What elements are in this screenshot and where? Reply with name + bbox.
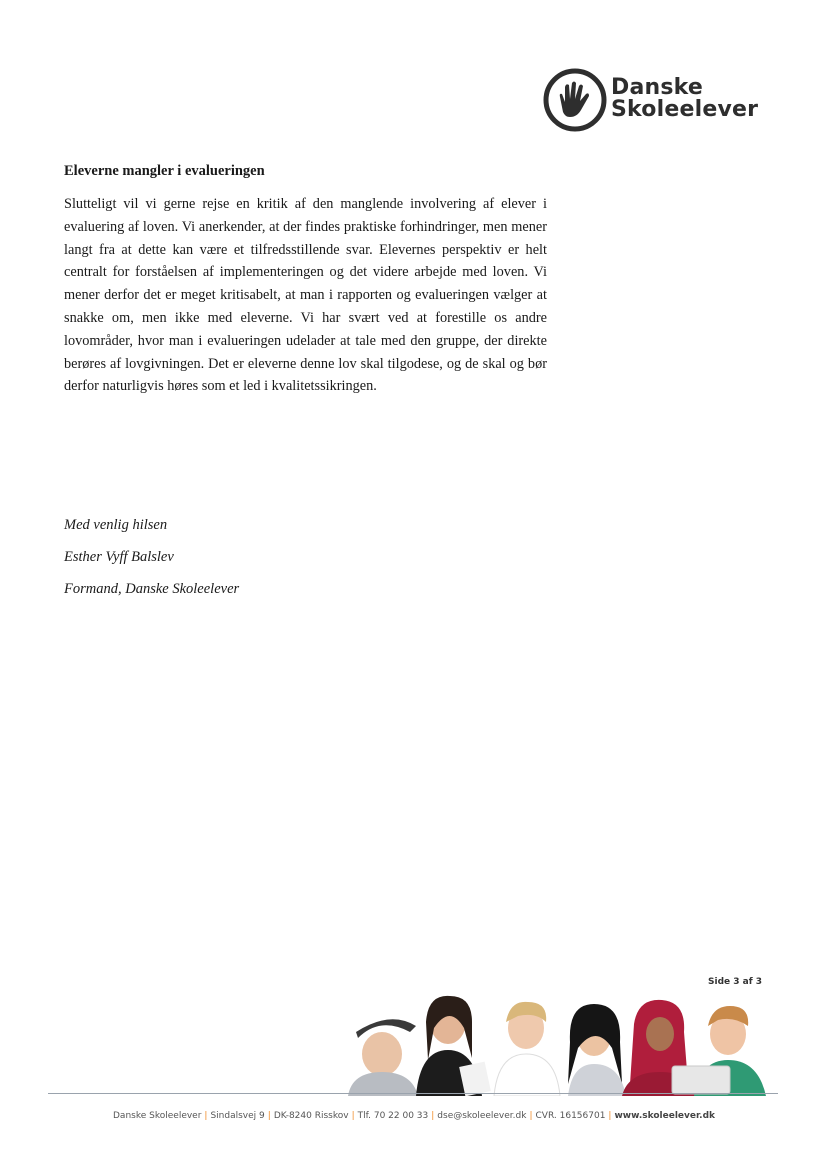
footer-phone: Tlf. 70 22 00 33	[357, 1111, 429, 1121]
signature-block	[64, 514, 239, 610]
footer-email[interactable]: dse@skoleelever.dk	[437, 1111, 527, 1121]
students-photo	[330, 988, 790, 1096]
signer-title: Formand, Danske Skoleelever	[64, 581, 240, 597]
logo-line-1: Danske	[611, 75, 704, 100]
logo-wordmark	[611, 77, 758, 121]
footer-separator: |	[608, 1111, 612, 1121]
signer-name: Esther Vyff Balslev	[64, 549, 174, 565]
footer-separator: |	[267, 1111, 271, 1121]
footer-separator: |	[351, 1111, 355, 1121]
section-heading: Eleverne mangler i evalueringen	[64, 163, 265, 179]
footer-separator: |	[431, 1111, 435, 1121]
footer-org: Danske Skoleelever	[113, 1111, 202, 1121]
footer-website[interactable]: www.skoleelever.dk	[614, 1111, 715, 1121]
hand-icon	[543, 68, 607, 132]
closing-text: Med venlig hilsen	[64, 517, 168, 533]
page-number: Side 3 af 3	[708, 977, 763, 987]
footer-divider	[48, 1093, 778, 1094]
footer-cvr: CVR. 16156701	[535, 1111, 606, 1121]
logo-line-2: Skoleelever	[611, 97, 759, 122]
organization-logo	[543, 68, 758, 132]
footer-city: DK-8240 Risskov	[273, 1111, 349, 1121]
body-paragraph: Slutteligt vil vi gerne rejse en kritik af den manglende involvering af elever i evaluering af loven. Vi anerkender, at der findes praktiske forhindringer, men mener langt fra at dette kan være et tilfredsstillende svar. Elevernes perspektiv er helt centralt for forståelsen af implementeringen og det videre arbejde med loven. Vi mener derfor det er meget kritisabelt, at man i rapporten og evalueringen vælger at snakke om, men ikke med eleverne. Vi har svært ved at forestille os andre lovområder, hvor man i evalueringen udelader at tale med den gruppe, der direkte berøres af lovgivningen. Det er eleverne denne lov skal tilgodese, og de skal og bør derfor naturligvis høres som et led i kvalitetssikringen.	[64, 196, 547, 395]
footer-separator: |	[204, 1111, 208, 1121]
footer-address: Sindalsvej 9	[210, 1111, 265, 1121]
footer-separator: |	[529, 1111, 533, 1121]
footer-contact	[0, 1111, 828, 1121]
